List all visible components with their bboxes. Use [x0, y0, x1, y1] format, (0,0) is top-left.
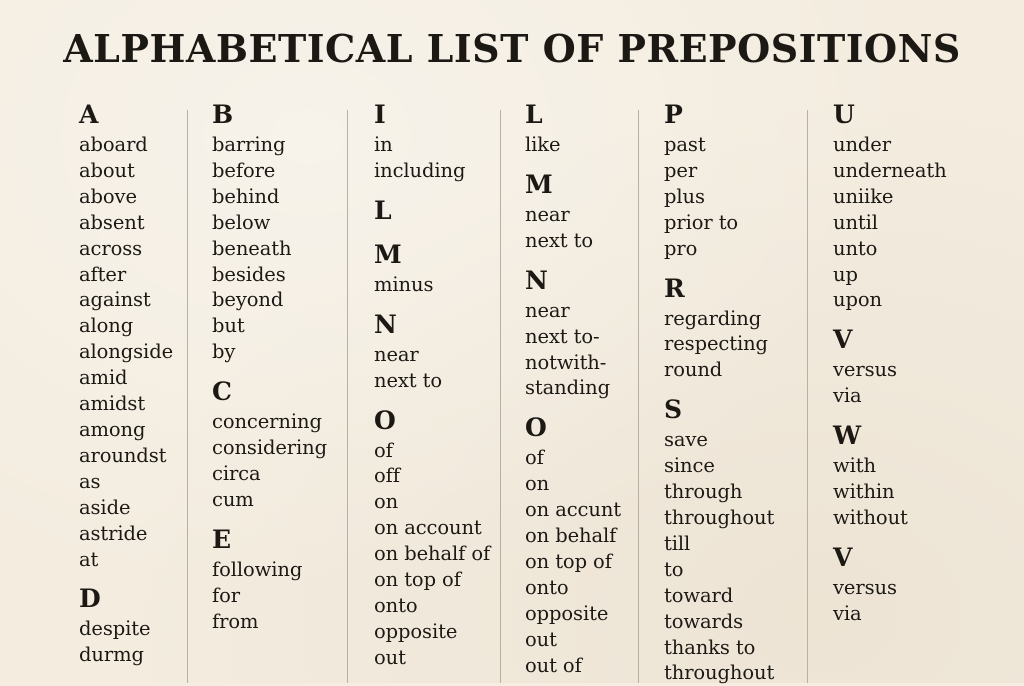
preposition-word: across — [79, 236, 143, 260]
preposition-word: amid — [79, 366, 128, 390]
letter-group — [79, 98, 185, 572]
preposition-word: behind — [212, 184, 280, 208]
preposition-word: cum — [212, 487, 254, 511]
column-2 — [212, 98, 344, 635]
column-4 — [525, 98, 636, 679]
letter-heading: B — [212, 100, 234, 129]
letter-heading: C — [212, 377, 232, 407]
preposition-word: after — [79, 262, 127, 286]
preposition-word: on accunt — [525, 498, 622, 522]
preposition-word: without — [833, 505, 908, 529]
preposition-word: upon — [833, 288, 882, 312]
preposition-word: following — [212, 557, 303, 581]
preposition-word: before — [212, 158, 276, 182]
preposition-word: to — [664, 557, 684, 581]
column-divider — [638, 110, 639, 683]
preposition-word: toward — [664, 583, 734, 607]
preposition-word: notwith- — [525, 350, 607, 374]
preposition-word: below — [212, 210, 271, 234]
preposition-word: absent — [79, 210, 145, 234]
letter-heading: L — [374, 195, 392, 225]
letter-group — [374, 308, 498, 394]
preposition-word: beneath — [212, 236, 292, 260]
preposition-word: off — [374, 464, 400, 488]
preposition-word: on top of — [374, 568, 461, 592]
preposition-word: pro — [664, 236, 698, 260]
letter-heading: I — [374, 100, 386, 129]
letter-heading: N — [525, 265, 548, 295]
letter-group — [833, 98, 1021, 313]
preposition-word: plus — [664, 184, 705, 208]
preposition-word: like — [525, 133, 561, 156]
preposition-word: barring — [212, 133, 286, 156]
letter-group — [664, 98, 805, 262]
letter-heading: P — [664, 100, 683, 129]
preposition-word: with — [833, 454, 876, 478]
preposition-word: but — [212, 314, 245, 338]
preposition-word: minus — [374, 272, 434, 296]
preposition-word: concerning — [212, 410, 322, 434]
letter-group — [525, 411, 636, 678]
letter-group — [79, 582, 185, 668]
preposition-word: aside — [79, 495, 131, 519]
preposition-word: on behalf — [525, 524, 617, 548]
preposition-word: circa — [212, 461, 261, 485]
preposition-word: on account — [374, 516, 482, 540]
preposition-word: onto — [374, 593, 418, 617]
preposition-word: through — [664, 480, 743, 504]
preposition-word: per — [664, 158, 698, 182]
preposition-word: throughout — [664, 661, 775, 685]
preposition-word: for — [212, 583, 240, 607]
preposition-word: up — [833, 262, 858, 286]
letter-heading: U — [833, 100, 855, 129]
preposition-word: round — [664, 358, 723, 382]
letter-group — [664, 272, 805, 384]
preposition-word: past — [664, 133, 706, 156]
letter-heading: A — [79, 100, 99, 129]
preposition-word: under — [833, 133, 891, 156]
preposition-word: till — [664, 531, 691, 555]
letter-heading: V — [833, 325, 853, 355]
preposition-word: save — [664, 428, 708, 452]
preposition-word: besides — [212, 262, 286, 286]
preposition-word: near — [374, 342, 419, 366]
preposition-word: next to — [525, 228, 594, 252]
preposition-word: despite — [79, 617, 151, 641]
preposition-word: since — [664, 454, 715, 478]
letter-heading: E — [212, 524, 232, 554]
preposition-word: aboard — [79, 133, 148, 156]
preposition-word: among — [79, 417, 146, 441]
letter-heading: W — [833, 421, 862, 451]
letter-group — [212, 523, 344, 635]
preposition-word: on — [525, 472, 550, 496]
letter-heading: L — [525, 100, 543, 129]
letter-group — [833, 419, 1021, 531]
preposition-word: about — [79, 158, 135, 182]
preposition-word: out — [374, 645, 406, 669]
letter-group — [374, 98, 498, 184]
preposition-word: on behalf of — [374, 542, 491, 566]
letter-heading: O — [374, 405, 396, 435]
preposition-word: via — [833, 601, 862, 625]
letter-heading: N — [374, 309, 397, 339]
preposition-word: standing — [525, 376, 610, 400]
preposition-word: until — [833, 210, 878, 234]
letter-group — [525, 264, 636, 402]
preposition-word: near — [525, 298, 570, 322]
preposition-word: throughout — [664, 505, 775, 529]
letter-group — [833, 541, 1021, 627]
preposition-word: of — [525, 446, 544, 470]
preposition-word: next to — [374, 368, 443, 392]
preposition-word: onto — [525, 575, 569, 599]
letter-group — [833, 323, 1021, 409]
column-divider — [807, 110, 808, 683]
preposition-word: from — [212, 609, 259, 633]
letter-group — [664, 393, 805, 686]
preposition-word: next to- — [525, 324, 600, 348]
preposition-word: within — [833, 480, 895, 504]
preposition-word: considering — [212, 436, 327, 460]
preposition-word: thanks to — [664, 635, 756, 659]
preposition-word: by — [212, 340, 236, 364]
letter-group — [374, 238, 498, 298]
preposition-word: against — [79, 288, 151, 312]
letter-group — [374, 404, 498, 671]
column-divider — [187, 110, 188, 683]
preposition-word: opposite — [525, 601, 609, 625]
preposition-word: near — [525, 202, 570, 226]
preposition-word: alongside — [79, 340, 174, 364]
letter-group — [525, 98, 636, 158]
preposition-word: aroundst — [79, 443, 167, 467]
preposition-word: including — [374, 158, 466, 182]
preposition-word: amidst — [79, 392, 146, 416]
preposition-word: respecting — [664, 332, 768, 356]
preposition-word: durmg — [79, 643, 144, 667]
preposition-word: unto — [833, 236, 878, 260]
preposition-word: versus — [833, 358, 897, 382]
preposition-word: as — [79, 469, 101, 493]
preposition-word: versus — [833, 575, 897, 599]
preposition-word: above — [79, 184, 137, 208]
preposition-word: on top of — [525, 549, 612, 573]
column-divider — [500, 110, 501, 683]
preposition-word: via — [833, 384, 862, 408]
letter-group — [212, 98, 344, 365]
preposition-word: astride — [79, 521, 148, 545]
letter-heading: D — [79, 584, 101, 614]
letter-heading: V — [833, 542, 853, 572]
letter-group — [374, 194, 498, 228]
letter-heading: S — [664, 395, 683, 425]
letter-group — [212, 375, 344, 513]
column-6 — [833, 98, 1021, 627]
preposition-word: underneath — [833, 158, 947, 182]
preposition-word: at — [79, 547, 99, 571]
letter-heading: O — [525, 413, 547, 443]
column-3 — [374, 98, 498, 671]
preposition-word: opposite — [374, 619, 458, 643]
letter-group — [525, 168, 636, 254]
column-5 — [664, 98, 805, 686]
preposition-word: of — [374, 438, 393, 462]
preposition-word: prior to — [664, 210, 739, 234]
preposition-word: on — [374, 490, 399, 514]
preposition-word: regarding — [664, 306, 762, 330]
column-divider — [347, 110, 348, 683]
preposition-word: beyond — [212, 288, 284, 312]
preposition-word: uniike — [833, 184, 894, 208]
preposition-word: out of — [525, 653, 582, 677]
preposition-word: towards — [664, 609, 744, 633]
page-title: ALPHABETICAL LIST OF PREPOSITIONS — [63, 26, 961, 71]
column-1 — [79, 98, 185, 668]
letter-heading: R — [664, 273, 685, 303]
preposition-word: along — [79, 314, 134, 338]
letter-heading: M — [374, 239, 402, 269]
preposition-word: out — [525, 627, 557, 651]
letter-heading: M — [525, 169, 553, 199]
preposition-word: in — [374, 133, 393, 156]
